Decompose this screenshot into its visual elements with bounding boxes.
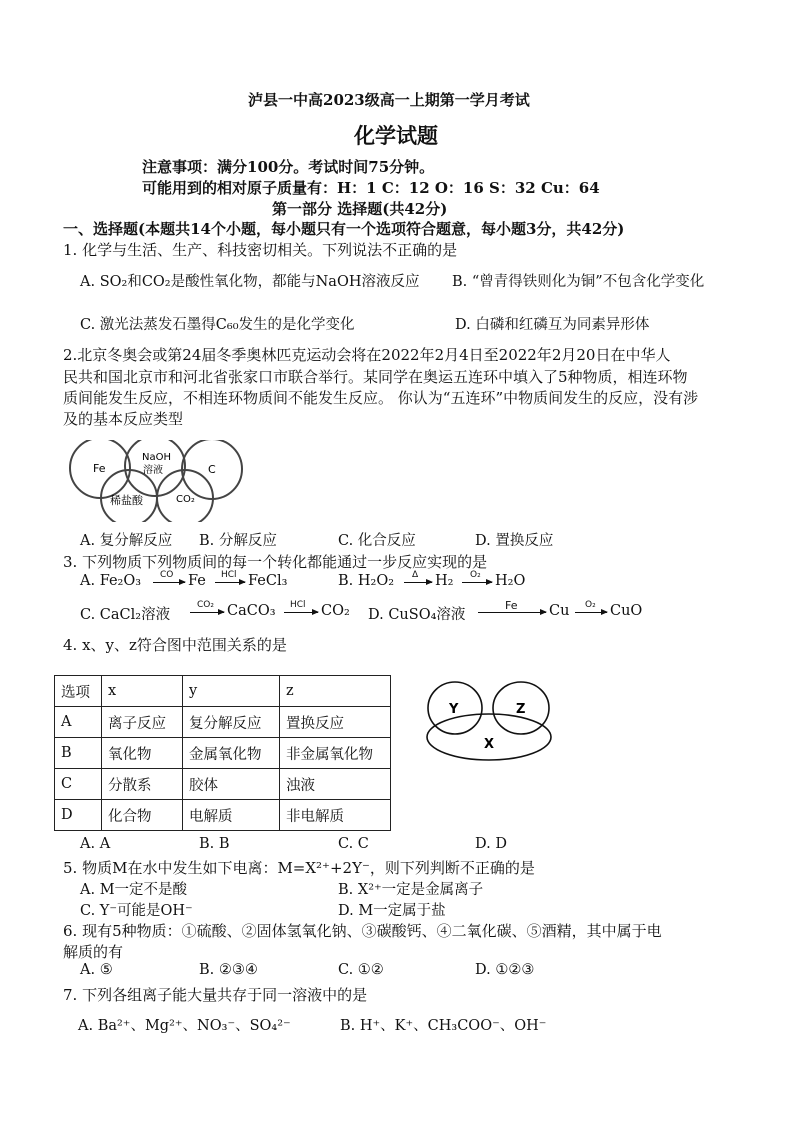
q2-option-c: C. 化合反应 — [338, 533, 416, 549]
q4-option-d: D. D — [475, 836, 507, 852]
q4-option-c: C. C — [338, 836, 369, 852]
table-row — [55, 800, 391, 831]
q3-b-arrow-1-label: Δ — [412, 570, 419, 580]
q3-c-arrow-1-label: CO₂ — [197, 600, 214, 610]
q3-b-product: H₂O — [495, 573, 526, 589]
ring-hcl-label: 稀盐酸 — [110, 494, 143, 507]
header-cell: x — [102, 676, 183, 707]
q6-line-1: 6. 现有5种物质：①硫酸、②固体氢氧化钠、③碳酸钙、④二氧化碳、⑤酒精，其中属于电 — [63, 922, 662, 940]
q5-stem: 5. 物质M在水中发生如下电离：M=X²⁺+2Y⁻，则下列判断不正确的是 — [63, 859, 535, 877]
q3-d-reactant: D. CuSO₄溶液 — [368, 607, 466, 623]
section-one-heading: 一、选择题(本题共14个小题，每小题只有一个选项符合题意，每小题3分，共42分) — [63, 220, 625, 238]
venn-label-z: Z — [516, 702, 526, 717]
q1-option-b: B. “曾青得铁则化为铜”不包含化学变化 — [452, 274, 705, 290]
table-cell: 胶体 — [183, 769, 280, 800]
table-cell: 非金属氧化物 — [280, 738, 391, 769]
header-cell: 选项 — [55, 676, 102, 707]
subject-title: 化学试题 — [354, 123, 438, 148]
part-one-heading: 第一部分 选择题(共42分) — [272, 200, 448, 218]
q5-option-a: A. M一定不是酸 — [80, 882, 188, 898]
q3-a-middle: Fe — [188, 573, 206, 589]
table-row — [55, 707, 391, 738]
table-cell: C — [55, 769, 102, 800]
table-cell: 化合物 — [102, 800, 183, 831]
table-cell: 氧化物 — [102, 738, 183, 769]
q1-option-d: D. 白磷和红磷互为同素异形体 — [455, 317, 650, 333]
q4-option-b: B. B — [199, 836, 230, 852]
q3-c-arrow-1 — [190, 612, 224, 613]
table-cell: 电解质 — [183, 800, 280, 831]
q3-b-reactant: B. H₂O₂ — [338, 573, 395, 589]
header-cell: z — [280, 676, 391, 707]
q6-option-b: B. ②③④ — [199, 962, 258, 978]
table-cell: B — [55, 738, 102, 769]
q2-option-a: A. 复分解反应 — [80, 533, 173, 549]
table-header-row — [55, 676, 391, 707]
q3-b-middle: H₂ — [435, 573, 454, 589]
q3-d-arrow-1 — [478, 612, 546, 613]
ring-naoh-label-1: NaOH — [142, 452, 171, 463]
q2-option-b: B. 分解反应 — [199, 533, 277, 549]
q5-option-b: B. X²⁺一定是金属离子 — [338, 882, 484, 898]
q6-option-a: A. ⑤ — [80, 962, 113, 978]
header-cell: y — [183, 676, 280, 707]
q3-a-arrow-2 — [215, 582, 245, 583]
q3-d-arrow-2 — [575, 612, 607, 613]
table-cell: 金属氧化物 — [183, 738, 280, 769]
q6-option-d: D. ①②③ — [475, 962, 535, 978]
table-row — [55, 769, 391, 800]
q1-stem: 1. 化学与生活、生产、科技密切相关。下列说法不正确的是 — [63, 241, 458, 259]
table-cell: 置换反应 — [280, 707, 391, 738]
q3-c-product: CO₂ — [321, 603, 350, 619]
table-cell: A — [55, 707, 102, 738]
q2-line-2: 民共和国北京市和河北省张家口市联合举行。某同学在奥运五连环中填入了5种物质，相连环物 — [63, 368, 688, 386]
venn-label-x: X — [484, 737, 495, 752]
table-row — [55, 738, 391, 769]
q2-line-3: 质间能发生反应，不相连环物质间不能发生反应。 你认为“五连环”中物质间发生的反应，没有涉 — [63, 389, 699, 407]
ring-c-label: C — [208, 463, 216, 476]
q3-b-arrow-1 — [404, 582, 432, 583]
ring-co2-label: CO₂ — [176, 494, 195, 505]
q3-c-arrow-2-label: HCl — [290, 600, 306, 610]
table-cell: 浊液 — [280, 769, 391, 800]
q2-option-d: D. 置换反应 — [475, 533, 554, 549]
q3-c-reactant: C. CaCl₂溶液 — [80, 607, 171, 623]
q3-b-arrow-2 — [462, 582, 492, 583]
ring-naoh-label-2: 溶液 — [143, 465, 163, 476]
q2-line-1: 2.北京冬奥会或第24届冬季奥林匹克运动会将在2022年2月4日至2022年2月20日在中华人 — [63, 346, 671, 364]
q3-a-arrow-1 — [153, 582, 185, 583]
q3-c-middle: CaCO₃ — [227, 603, 276, 619]
q3-d-arrow-1-label: Fe — [505, 599, 518, 612]
ring-fe-label: Fe — [93, 462, 106, 475]
q1-option-c: C. 激光法蒸发石墨得C₆₀发生的是化学变化 — [80, 317, 355, 333]
q4-option-a: A. A — [80, 836, 111, 852]
q5-option-c: C. Y⁻可能是OH⁻ — [80, 903, 193, 919]
atomic-masses: 可能用到的相对原子质量有：H：1 C：12 O：16 S：32 Cu：64 — [142, 179, 600, 197]
venn-label-y: Y — [449, 702, 459, 717]
q3-d-arrow-2-label: O₂ — [585, 600, 596, 610]
q3-a-arrow-2-label: HCl — [221, 570, 237, 580]
table-cell: 复分解反应 — [183, 707, 280, 738]
q4-stem: 4. x、y、z符合图中范围关系的是 — [63, 636, 287, 654]
q4-table — [54, 675, 391, 831]
q3-a-reactant: A. Fe₂O₃ — [80, 573, 142, 589]
q3-d-middle: Cu — [549, 603, 570, 619]
q3-d-product: CuO — [610, 603, 643, 619]
q3-b-arrow-2-label: O₂ — [470, 570, 481, 580]
table-cell: 离子反应 — [102, 707, 183, 738]
q2-line-4: 及的基本反应类型 — [63, 410, 184, 428]
table-cell: 非电解质 — [280, 800, 391, 831]
table-cell: D — [55, 800, 102, 831]
q3-a-arrow-1-label: CO — [160, 570, 174, 580]
notes: 注意事项：满分100分。考试时间75分钟。 — [142, 158, 435, 176]
q6-option-c: C. ①② — [338, 962, 384, 978]
q3-a-product: FeCl₃ — [248, 573, 288, 589]
q7-option-b: B. H⁺、K⁺、CH₃COO⁻、OH⁻ — [340, 1018, 547, 1034]
q7-stem: 7. 下列各组离子能大量共存于同一溶液中的是 — [63, 986, 368, 1004]
q3-c-arrow-2 — [284, 612, 318, 613]
olympic-rings-figure — [62, 440, 252, 522]
q5-option-d: D. M一定属于盐 — [338, 903, 446, 919]
q3-stem: 3. 下列物质下列物质间的每一个转化都能通过一步反应实现的是 — [63, 553, 488, 571]
q7-option-a: A. Ba²⁺、Mg²⁺、NO₃⁻、SO₄²⁻ — [78, 1018, 291, 1034]
q1-option-a: A. SO₂和CO₂是酸性氧化物，都能与NaOH溶液反应 — [80, 274, 420, 290]
q6-line-2: 解质的有 — [63, 943, 124, 961]
table-cell: 分散系 — [102, 769, 183, 800]
venn-diagram — [422, 680, 562, 764]
exam-title: 泸县一中高2023级高一上期第一学月考试 — [248, 91, 530, 109]
